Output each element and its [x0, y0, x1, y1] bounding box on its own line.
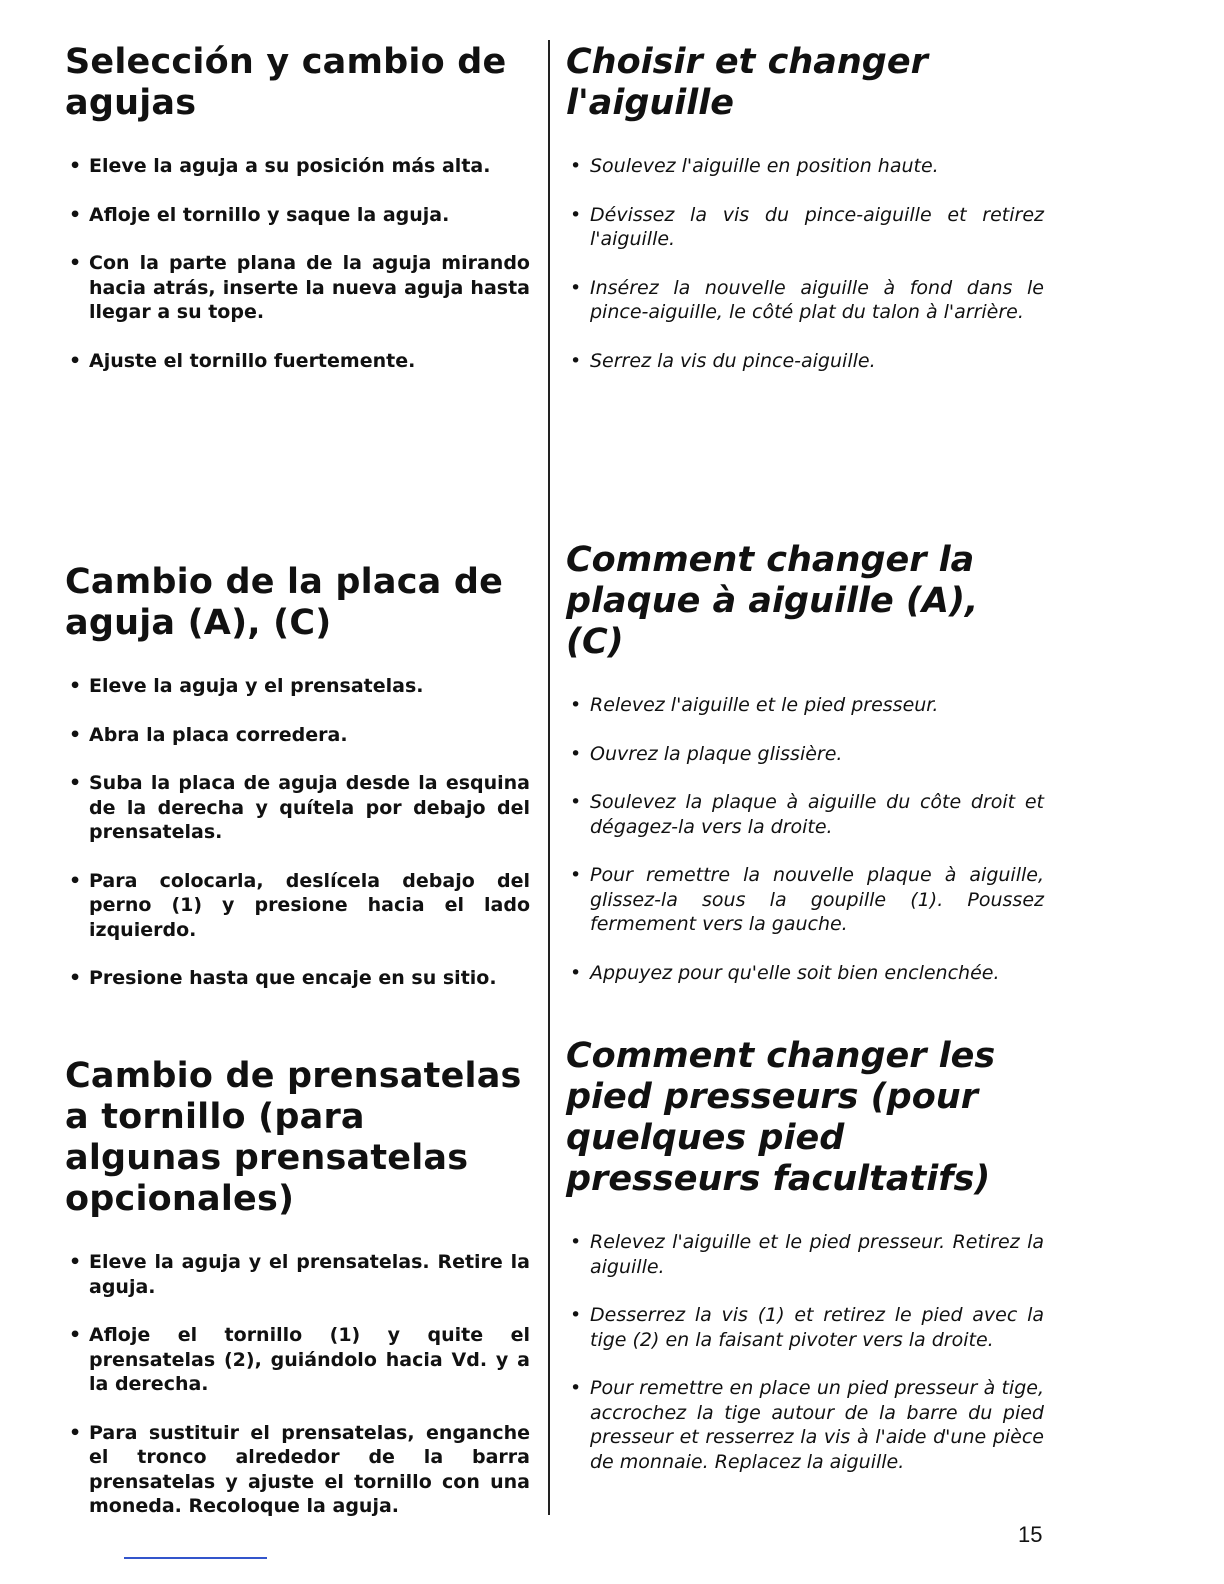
es-instruction-list	[65, 1250, 530, 1519]
column-divider	[548, 40, 550, 1515]
list-item: • Soulevez la plaque à aiguille du côte droit et dégagez-la vers la droite.	[566, 790, 1044, 839]
list-item: • Para sustituir el prensatelas, enganche el tronco alrededor de la barra prensatelas y ajuste el tornillo con una moneda. Recoloque la aguja.	[65, 1421, 530, 1519]
list-item: • Para colocarla, deslícela debajo del perno (1) y presione hacia el lado izquierdo.	[65, 869, 530, 943]
es-section-title: Selección y cambio de agujas	[65, 42, 507, 123]
list-item: • Soulevez l'aiguille en position haute.	[566, 154, 1044, 179]
es-section-needle	[65, 42, 530, 397]
list-item: • Serrez la vis du pince-aiguille.	[566, 349, 1044, 374]
es-section-title: Cambio de la placa de aguja (A), (C)	[65, 562, 504, 643]
fr-section-plate	[566, 540, 1044, 1009]
fr-section-needle	[566, 42, 1044, 397]
es-instruction-list	[65, 154, 530, 373]
list-item: • Con la parte plana de la aguja mirando hacia atrás, inserte la nueva aguja hasta llegar a su tope.	[65, 251, 530, 325]
es-section-title: Cambio de prensatelas a tornillo (para algunas prensatelas opcionales)	[65, 1056, 522, 1219]
scan-artifact-line	[124, 1557, 267, 1559]
list-item: • Pour remettre en place un pied presseur à tige, accrochez la tige autour de la barre du pied presseur et resserrez la vis à l'aide d'une pièce de monnaie. Replacez la aiguille.	[566, 1376, 1044, 1474]
list-item: • Eleve la aguja y el prensatelas.	[65, 674, 530, 699]
list-item: • Insérez la nouvelle aiguille à fond dans le pince-aiguille, le côté plat du talon à l'arrière.	[566, 276, 1044, 325]
es-section-presser-foot	[65, 1056, 530, 1543]
list-item: • Eleve la aguja a su posición más alta.	[65, 154, 530, 179]
list-item: • Dévissez la vis du pince-aiguille et retirez l'aiguille.	[566, 203, 1044, 252]
list-item: • Afloje el tornillo y saque la aguja.	[65, 203, 530, 228]
list-item: • Ajuste el tornillo fuertemente.	[65, 349, 530, 374]
fr-section-title: Comment changer les pied presseurs (pour quelques pied presseurs facultatifs)	[566, 1036, 996, 1199]
list-item: • Suba la placa de aguja desde la esquina de la derecha y quítela por debajo del prensatelas.	[65, 771, 530, 845]
list-item: • Ouvrez la plaque glissière.	[566, 742, 1044, 767]
es-section-plate	[65, 562, 530, 1015]
list-item: • Appuyez pour qu'elle soit bien enclenchée.	[566, 961, 1044, 986]
list-item: • Desserrez la vis (1) et retirez le pied avec la tige (2) en la faisant pivoter vers la droite.	[566, 1303, 1044, 1352]
fr-section-presser-foot	[566, 1036, 1044, 1498]
es-instruction-list	[65, 674, 530, 991]
list-item: • Relevez l'aiguille et le pied presseur.	[566, 693, 1044, 718]
fr-section-title: Choisir et changer l'aiguille	[566, 42, 928, 123]
list-item: • Afloje el tornillo (1) y quite el prensatelas (2), guiándolo hacia Vd. y a la derecha.	[65, 1323, 530, 1397]
page-number: 15	[1018, 1522, 1043, 1547]
fr-section-title: Comment changer la plaque à aiguille (A), (C)	[566, 540, 979, 662]
list-item: • Eleve la aguja y el prensatelas. Retire la aguja.	[65, 1250, 530, 1299]
list-item: • Relevez l'aiguille et le pied presseur. Retirez la aiguille.	[566, 1230, 1044, 1279]
list-item: • Abra la placa corredera.	[65, 723, 530, 748]
list-item: • Presione hasta que encaje en su sitio.	[65, 966, 530, 991]
fr-instruction-list	[566, 693, 1044, 985]
fr-instruction-list	[566, 154, 1044, 373]
list-item: • Pour remettre la nouvelle plaque à aiguille, glissez-la sous la goupille (1). Poussez fermement vers la gauche.	[566, 863, 1044, 937]
fr-instruction-list	[566, 1230, 1044, 1474]
